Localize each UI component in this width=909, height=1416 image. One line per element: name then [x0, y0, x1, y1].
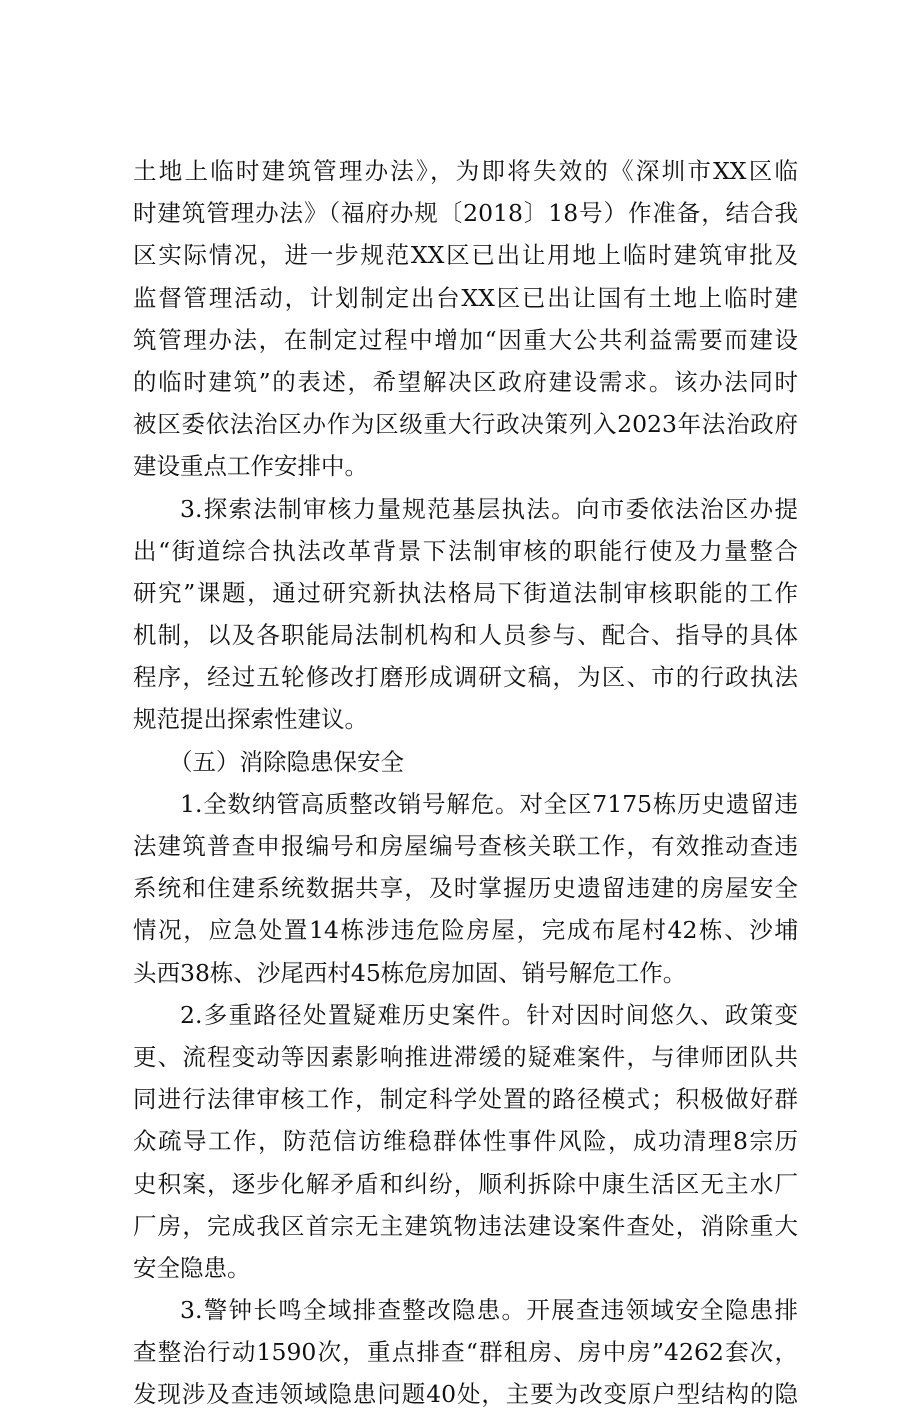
text-line: 程序，经过五轮修改打磨形成调研文稿，为区、市的行政执法: [133, 663, 798, 692]
text-line: 监督管理活动，计划制定出台XX区已出让国有土地上临时建: [133, 283, 798, 312]
text-line: 研究”课题，通过研究新执法格局下街道法制审核职能的工作: [133, 578, 798, 607]
text-line: 规范提出探索性建议。: [133, 705, 368, 734]
text-line: 的临时建筑”的表述，希望解决区政府建设需求。该办法同时: [133, 367, 798, 396]
text-line: 时建筑管理办法》（福府办规〔2018〕18号）作准备，结合我: [133, 199, 798, 228]
text-line: 3.探索法制审核力量规范基层执法。向市委依法治区办提: [180, 494, 798, 523]
text-line: 众疏导工作，防范信访维稳群体性事件风险，成功清理8宗历: [133, 1127, 798, 1156]
text-line: 建设重点工作安排中。: [133, 452, 368, 481]
text-line: 查整治行动1590次，重点排查“群租房、房中房”4262套次，: [133, 1338, 798, 1367]
text-line: 1.全数纳管高质整改销号解危。对全区7175栋历史遗留违: [180, 789, 798, 818]
text-line: 系统和住建系统数据共享，及时掌握历史遗留违建的房屋安全: [133, 874, 798, 903]
text-line: 土地上临时建筑管理办法》，为即将失效的《深圳市XX区临: [133, 157, 798, 185]
text-line: 区实际情况，进一步规范XX区已出让用地上临时建筑审批及: [133, 241, 798, 270]
text-line: （五）消除隐患保安全: [169, 747, 404, 776]
text-line: 史积案，逐步化解矛盾和纠纷，顺利拆除中康生活区无主水厂: [133, 1169, 798, 1198]
text-line: 机制，以及各职能局法制机构和人员参与、配合、指导的具体: [133, 621, 798, 650]
text-line: 筑管理办法，在制定过程中增加“因重大公共利益需要而建设: [133, 325, 798, 354]
text-line: 法建筑普查申报编号和房屋编号查核关联工作，有效推动查违: [133, 832, 798, 860]
text-line: 被区委依法治区办作为区级重大行政决策列入2023年法治政府: [133, 410, 798, 439]
text-line: 发现涉及查违领域隐患问题40处，主要为改变原户型结构的隐: [133, 1380, 798, 1409]
text-line: 安全隐患。: [133, 1253, 251, 1282]
text-line: 同进行法律审核工作，制定科学处置的路径模式；积极做好群: [133, 1085, 798, 1114]
text-line: 2.多重路径处置疑难历史案件。针对因时间悠久、政策变: [180, 1000, 798, 1029]
text-line: 更、流程变动等因素影响推进滞缓的疑难案件，与律师团队共: [133, 1042, 798, 1071]
text-line: 3.警钟长鸣全域排查整改隐患。开展查违领域安全隐患排: [180, 1296, 798, 1325]
text-line: 头西38栋、沙尾西村45栋危房加固、销号解危工作。: [133, 958, 687, 987]
text-line: 情况，应急处置14栋涉违危险房屋，完成布尾村42栋、沙埔: [133, 916, 798, 945]
text-line: 出“街道综合执法改革背景下法制审核的职能行使及力量整合: [133, 536, 798, 565]
text-line: 厂房，完成我区首宗无主建筑物违法建设案件查处，消除重大: [133, 1211, 798, 1240]
document-body: [133, 150, 798, 1416]
